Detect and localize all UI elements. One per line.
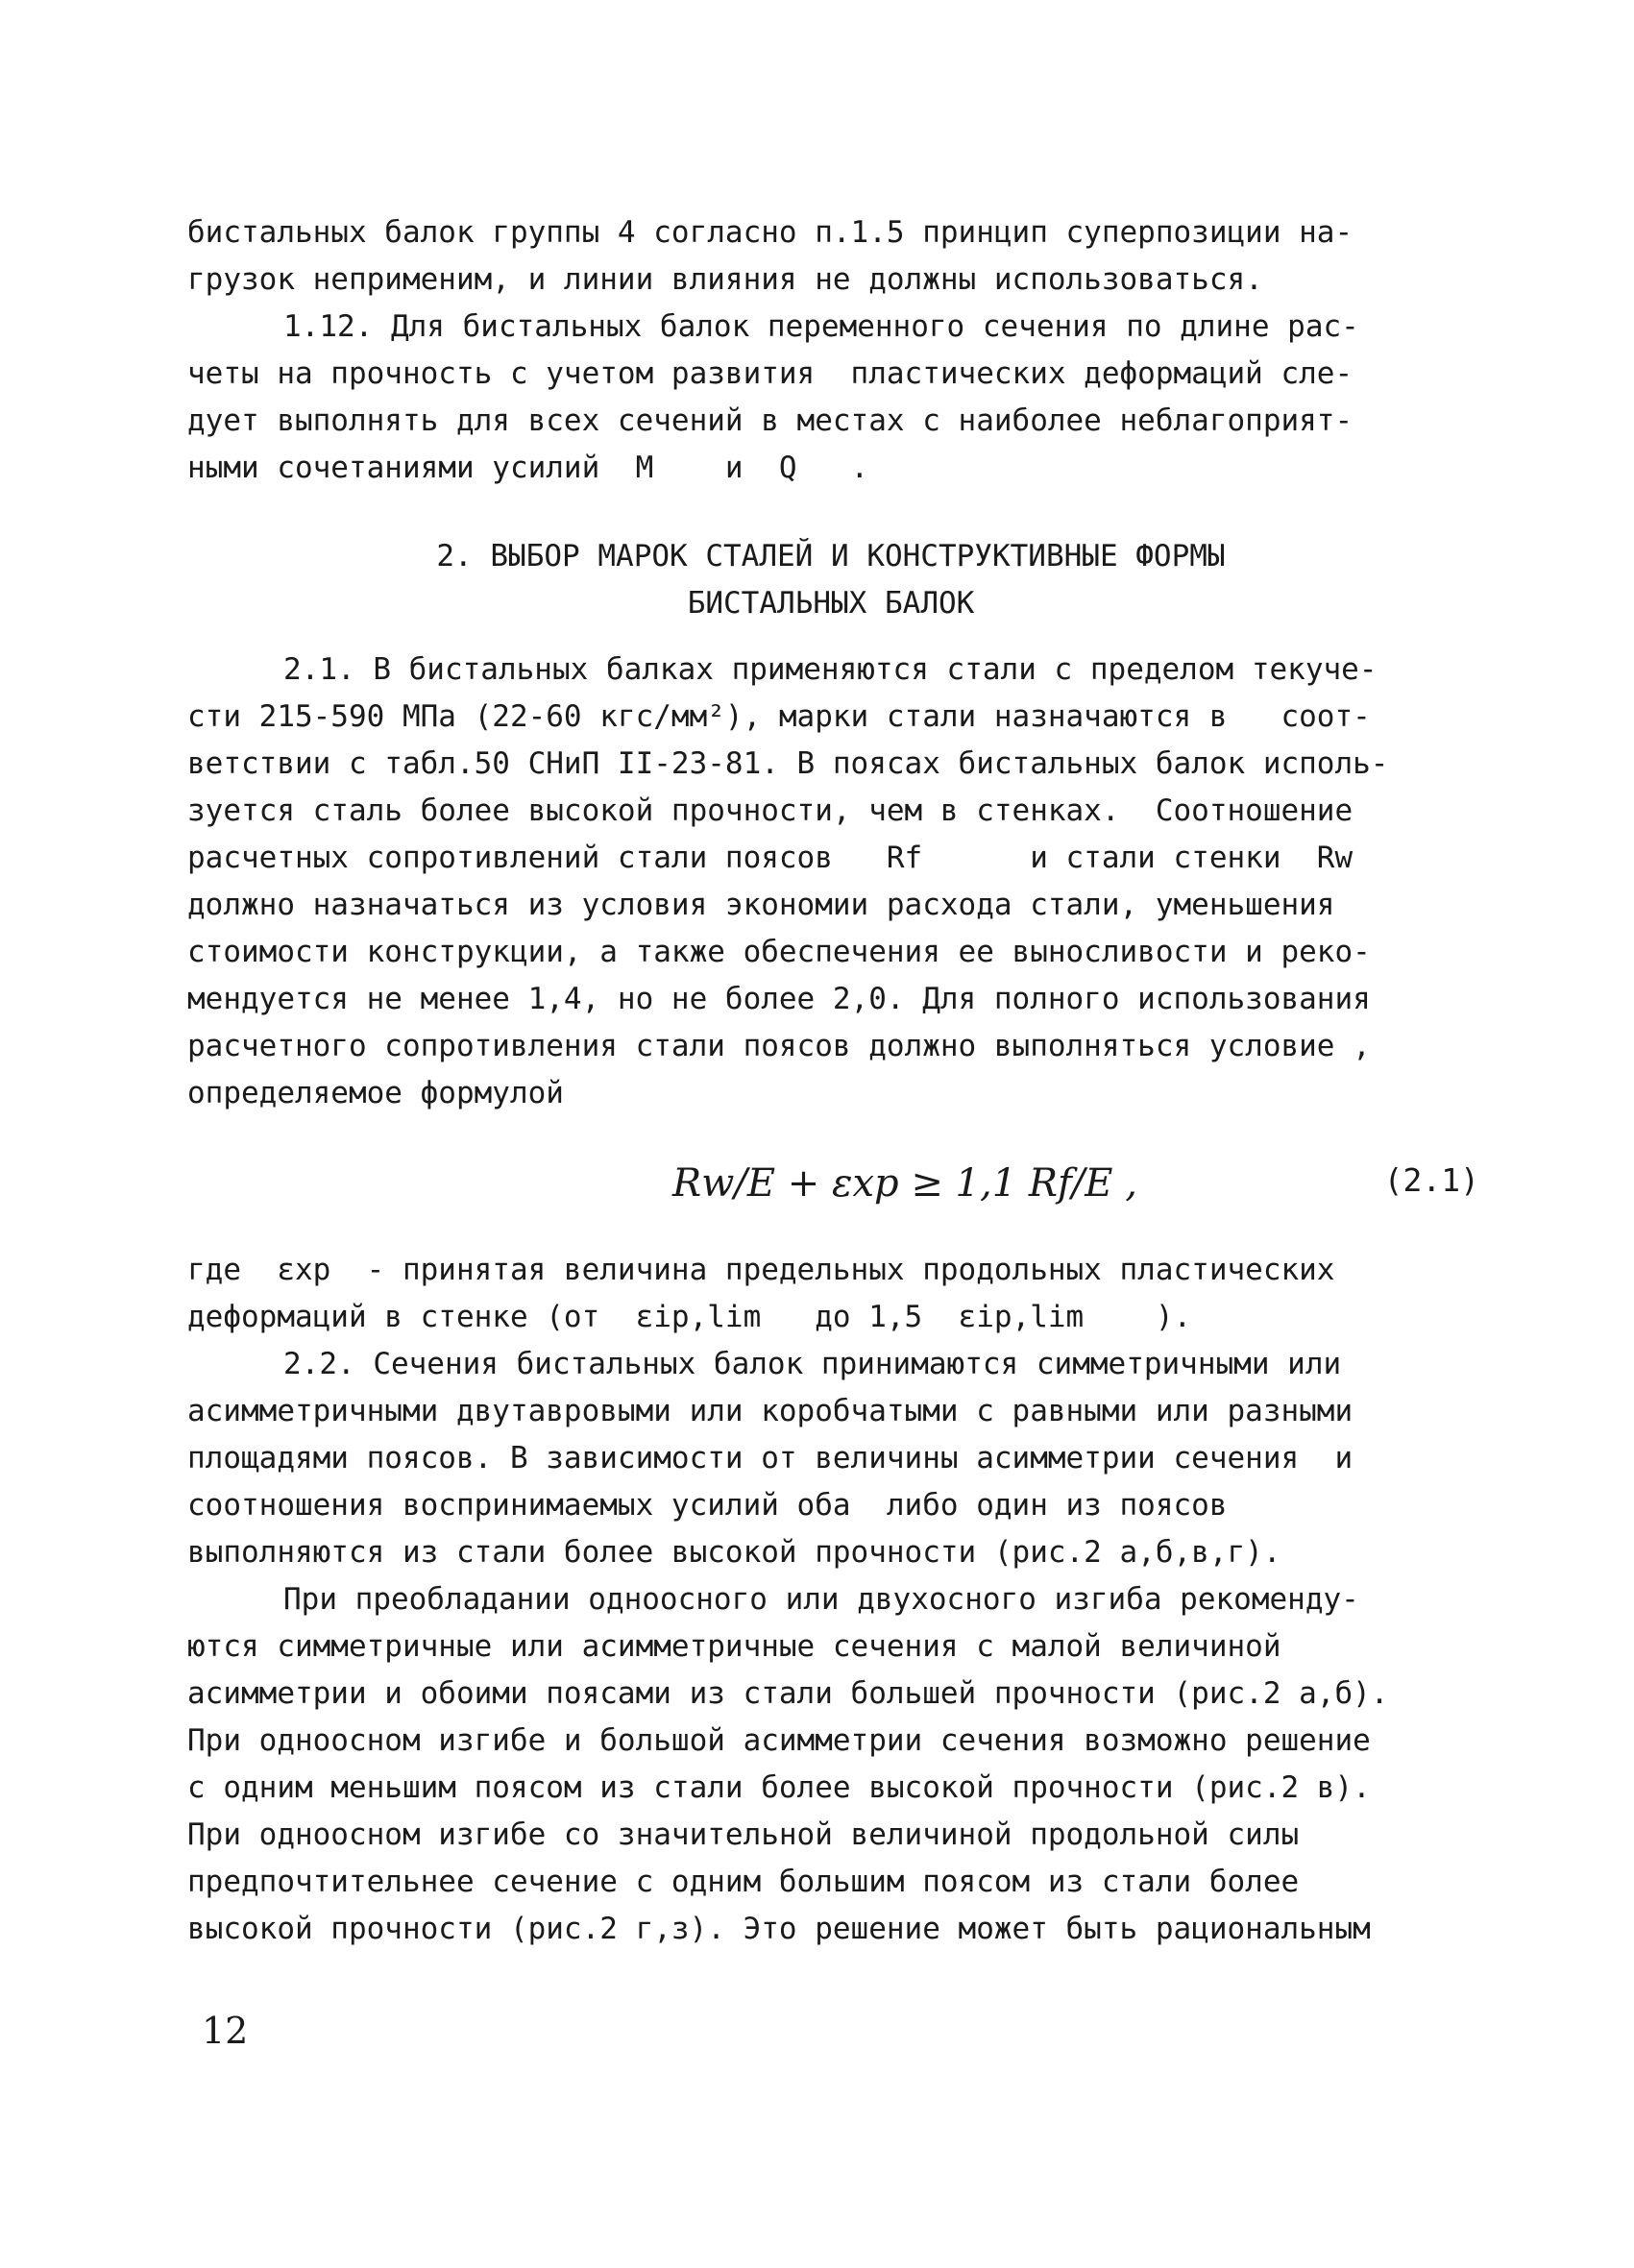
text-line: асимметричными двутавровыми или коробчатыми с равными или разными bbox=[187, 1394, 1354, 1428]
formula-expression: Rw/E + εxp ≥ 1,1 Rf/E , bbox=[672, 1161, 1137, 1206]
text-line: где εxp - принятая величина предельных продольных пластических bbox=[187, 1253, 1335, 1287]
text-line: 2.2. Сечения бистальных балок принимаются симметричными или bbox=[283, 1347, 1342, 1381]
paragraph-group-intro bbox=[187, 209, 1475, 492]
text-line: расчетных сопротивлений стали поясов Rf и стали стенки Rw bbox=[187, 841, 1354, 875]
heading-line: БИСТАЛЬНЫХ БАЛОК bbox=[687, 586, 975, 621]
paragraph-2-1 bbox=[187, 646, 1475, 1117]
text-line: площадями поясов. В зависимости от величины асимметрии сечения и bbox=[187, 1441, 1354, 1475]
text-line: с одним меньшим поясом из стали более высокой прочности (рис.2 в). bbox=[187, 1770, 1371, 1805]
text-line: стоимости конструкции, а также обеспечения ее выносливости и реко- bbox=[187, 935, 1371, 969]
text-line: дует выполнять для всех сечений в местах с наиболее неблагоприят- bbox=[187, 403, 1354, 438]
section-heading bbox=[187, 533, 1475, 627]
text-line: ветствии с табл.50 СНиП II-23-81. В поясах бистальных балок исполь- bbox=[187, 746, 1389, 781]
page-number: 12 bbox=[202, 2010, 249, 2052]
text-line: должно назначаться из условия экономии расхода стали, уменьшения bbox=[187, 888, 1335, 922]
text-line: ными сочетаниями усилий M и Q . bbox=[187, 451, 869, 485]
text-line: высокой прочности (рис.2 г,з). Это решение может быть рациональным bbox=[187, 1912, 1371, 1946]
formula-number: (2.1) bbox=[1383, 1161, 1479, 1199]
text-line: грузок неприменим, и линии влияния не должны использоваться. bbox=[187, 262, 1263, 297]
formula-2-1 bbox=[672, 1156, 1479, 1223]
text-line: асимметрии и обоими поясами из стали большей прочности (рис.2 а,б). bbox=[187, 1676, 1389, 1711]
text-line: определяемое формулой bbox=[187, 1076, 564, 1110]
text-line: соотношения воспринимаемых усилий оба либо один из поясов bbox=[187, 1488, 1228, 1523]
text-line: 2.1. В бистальных балках применяются стали с пределом текуче- bbox=[283, 652, 1378, 687]
text-line: При преобладании одноосного или двухосного изгиба рекоменду- bbox=[283, 1582, 1359, 1617]
text-line: предпочтительнее сечение с одним большим поясом из стали более bbox=[187, 1865, 1300, 1899]
text-line: ются симметричные или асимметричные сечения с малой величиной bbox=[187, 1629, 1281, 1664]
text-line: 1.12. Для бистальных балок переменного сечения по длине рас- bbox=[283, 309, 1359, 344]
text-line: зуется сталь более высокой прочности, чем в стенках. Соотношение bbox=[187, 793, 1354, 828]
text-line: расчетного сопротивления стали поясов должно выполняться условие , bbox=[187, 1029, 1371, 1063]
text-line: бистальных балок группы 4 согласно п.1.5 принцип суперпозиции на- bbox=[187, 215, 1354, 250]
text-line: При одноосном изгибе и большой асимметрии сечения возможно решение bbox=[187, 1723, 1371, 1758]
text-line: деформаций в стенке (от εip,lim до 1,5 εip,lim ). bbox=[187, 1300, 1192, 1334]
text-line: мендуется не менее 1,4, но не более 2,0. Для полного использования bbox=[187, 982, 1371, 1016]
text-line: сти 215-590 МПа (22-60 кгс/мм²), марки стали назначаются в соот- bbox=[187, 699, 1371, 734]
heading-line: 2. ВЫБОР МАРОК СТАЛЕЙ И КОНСТРУКТИВНЫЕ ФОРМЫ bbox=[436, 539, 1226, 573]
text-line: выполняются из стали более высокой прочности (рис.2 а,б,в,г). bbox=[187, 1535, 1281, 1570]
text-line: четы на прочность с учетом развития пластических деформаций сле- bbox=[187, 356, 1354, 391]
text-line: При одноосном изгибе со значительной величиной продольной силы bbox=[187, 1817, 1300, 1852]
paragraph-2-2 bbox=[187, 1247, 1475, 1953]
